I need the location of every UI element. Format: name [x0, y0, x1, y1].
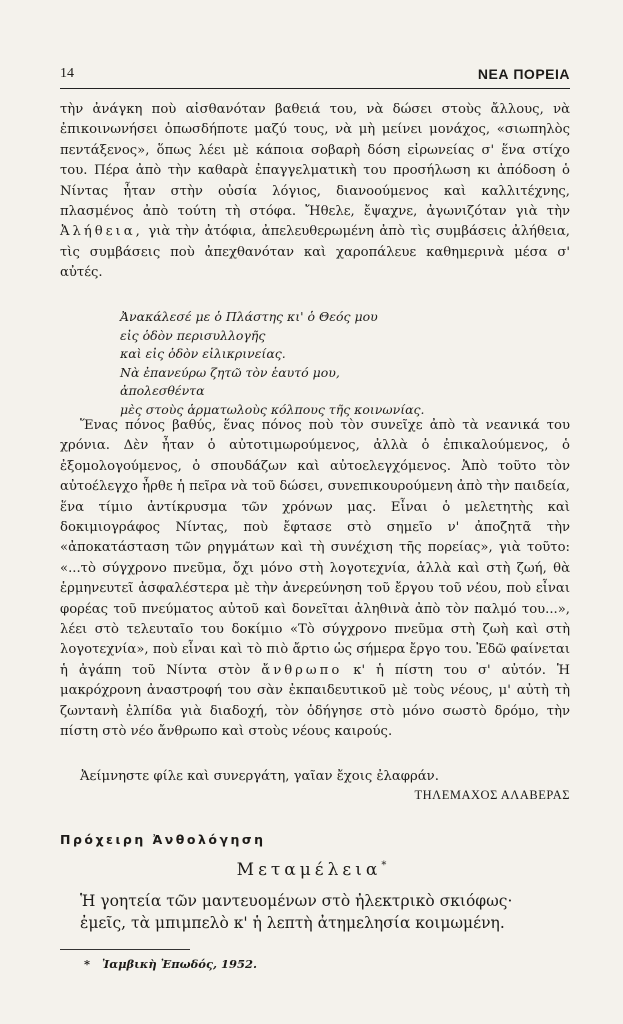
paragraph-2-spaced-word: ἄνθρωπο — [261, 662, 343, 678]
poem-body — [80, 890, 560, 934]
footnote-text: Ἰαμβικὴ Ἐπωδός, 1952. — [102, 957, 257, 971]
paragraph-2-text-b: κ' ἡ πίστη του σ' αὐτόν. Ἡ μακρόχρονη ἀναστροφή του σὰν ἐκπαιδευτικοῦ μὲ τοὺς νέους, μ' αὐτὴ τὴ ζωντανὴ ἐλπίδα γιὰ διαδοχή, τὸν ὁδήγησε στὸ μόνο σωστὸ δρόμο, τὴν πίστη στὸ νέο ἄνθρωπο καὶ στοὺς νέους καιρούς. — [60, 662, 570, 740]
footnote — [84, 957, 257, 971]
section-heading: Πρόχειρη Ἀνθολόγηση — [60, 832, 266, 847]
page-header — [60, 66, 570, 86]
verse-line: εἰς ὁδὸν περισυλλογῆς — [120, 327, 266, 343]
paragraph-1-text-a: τὴν ἀνάγκη ποὺ αἰσθανόταν βαθειά του, νὰ δώσει στοὺς ἄλλους, νὰ ἐπικοινωνήσει ὁπωσδήποτε μαζύ τους, νὰ μὴ μείνει μονάχος, «σιωπηλὸς πεντάξενος», ὅπως λέει μὲ κάποια σοβαρὴ δόση εἰρωνείας σ' ἕνα στίχο του. Πέρα ἀπὸ τὴν καθαρὰ ἐπαγγελματικὴ του προσήλωση κι ἀπόδοση ὁ Νίντας ἦταν στὴν οὐσία λόγιος, διανοούμενος καὶ καλλιτέχνης, πλασμένος ἀπὸ τούτη τὴ στόφα. Ἤθελε, ἔψαχνε, ἀγωνιζόταν γιὰ τὴν — [60, 102, 570, 220]
verse-line: καὶ εἰς ὁδὸν εἰλικρινείας. — [120, 346, 286, 361]
body-paragraph-2 — [60, 416, 570, 743]
poem-title-text: Μεταμέλεια — [236, 860, 382, 880]
verse-line: ἀπολεσθέντα — [120, 383, 205, 398]
header-rule — [60, 88, 570, 89]
paragraph-1-text-b: γιὰ τὴν ἀτόφια, ἀπελευθερωμένη ἀπὸ τὶς συμβάσεις ἀλήθεια, τὶς συμβάσεις ποὺ ἀπεχθανόταν καὶ χαροπάλευε καθημερινὰ μέσα σ' αὐτές. — [60, 224, 570, 281]
body-paragraph-1 — [60, 100, 570, 284]
poem-line: Ἡ γοητεία τῶν μαντευομένων στὸ ἠλεκτρικὸ σκιόφως· — [80, 892, 513, 910]
body-paragraph-3: Ἀείμνηστε φίλε καὶ συνεργάτη, γαῖαν ἔχοις ἐλαφράν. — [80, 769, 439, 784]
author-signature: ΤΗΛΕΜΑΧΟΣ ΑΛΑΒΕΡΑΣ — [414, 788, 570, 802]
quoted-verse — [120, 308, 500, 419]
poem-title-footnote-mark: * — [381, 860, 387, 871]
poem-title — [0, 860, 623, 880]
verse-line: Νὰ ἐπανεύρω ζητῶ τὸν ἑαυτό μου, — [120, 364, 340, 380]
page-number: 14 — [60, 66, 74, 81]
journal-title: ΝΕΑ ΠΟΡΕΙΑ — [477, 66, 570, 82]
footnote-rule — [60, 949, 190, 950]
paragraph-1-spaced-word: Ἀλήθεια, — [60, 224, 143, 240]
footnote-mark: * — [84, 957, 91, 971]
verse-line: μὲς στοὺς ἁρματωλοὺς κόλπους τῆς κοινωνίας. — [120, 401, 425, 417]
poem-line: ἐμεῖς, τὰ μπιμπελὸ κ' ἡ λεπτὴ ἀτημελησία κοιμωμένη. — [80, 914, 505, 932]
paragraph-2-text-a: Ἕνας πόνος βαθύς, ἕνας πόνος ποὺ τὸν συνεῖχε ἀπὸ τὰ νεανικά του χρόνια. Δὲν ἦταν ὁ αὐτοτιμωρούμενος, ἀλλὰ ὁ ἐπικαλούμενος, ὁ ἐξομολογούμενος, ὁ σπουδάζων καὶ αὐτοελεγχόμενος. Ἀπὸ τοῦτο τὸν αὐτοέλεγχο ἦρθε ἡ πεῖρα νὰ τοῦ δώσει, συνεπικουρούμενη ἀπὸ τὴν παιδεία, ἕνα τίμιο ἀντίκρυσμα τῶν χρόνων μας. Εἶναι ὁ μελετητὴς καὶ δοκιμιογράφος Νίντας, ποὺ ἔφτασε στὸ σημεῖο ν' ἀποζητᾶ τὴν «ἀποκατάσταση τῶν ρηγμάτων καὶ τὴ συνέχιση τῆς πορείας», γιὰ τοῦτο: «...τὸ σύγχρονο πνεῦμα, ὄχι μόνο στὴ λογοτεχνία, ἀλλὰ καὶ στὴ ζωή, θὰ ἑρμηνευτεῖ ἀσφαλέστερα μὲ τὴν ἀνερεύνηση τοῦ ἔργου τοῦ νέου, ποὺ εἶναι φορέας τοῦ πνεύματος αὐτοῦ καὶ δονεῖται ἀληθινὰ ἀπὸ τὸν παλμό του...», λέει στὸ τελευταῖο του δοκίμιο «Τὸ σύγχρονο πνεῦμα στὴ ζωὴ καὶ στὴ λογοτεχνία», ποὺ εἶναι καὶ τὸ πιὸ ἄρτιο ὡς σήμερα ἔργο του. Ἐδῶ φαίνεται ἡ ἀγάπη τοῦ Νίντα στὸν — [60, 418, 570, 678]
verse-line: Ἀνακάλεσέ με ὁ Πλάστης κι' ὁ Θεός μου — [120, 309, 378, 324]
